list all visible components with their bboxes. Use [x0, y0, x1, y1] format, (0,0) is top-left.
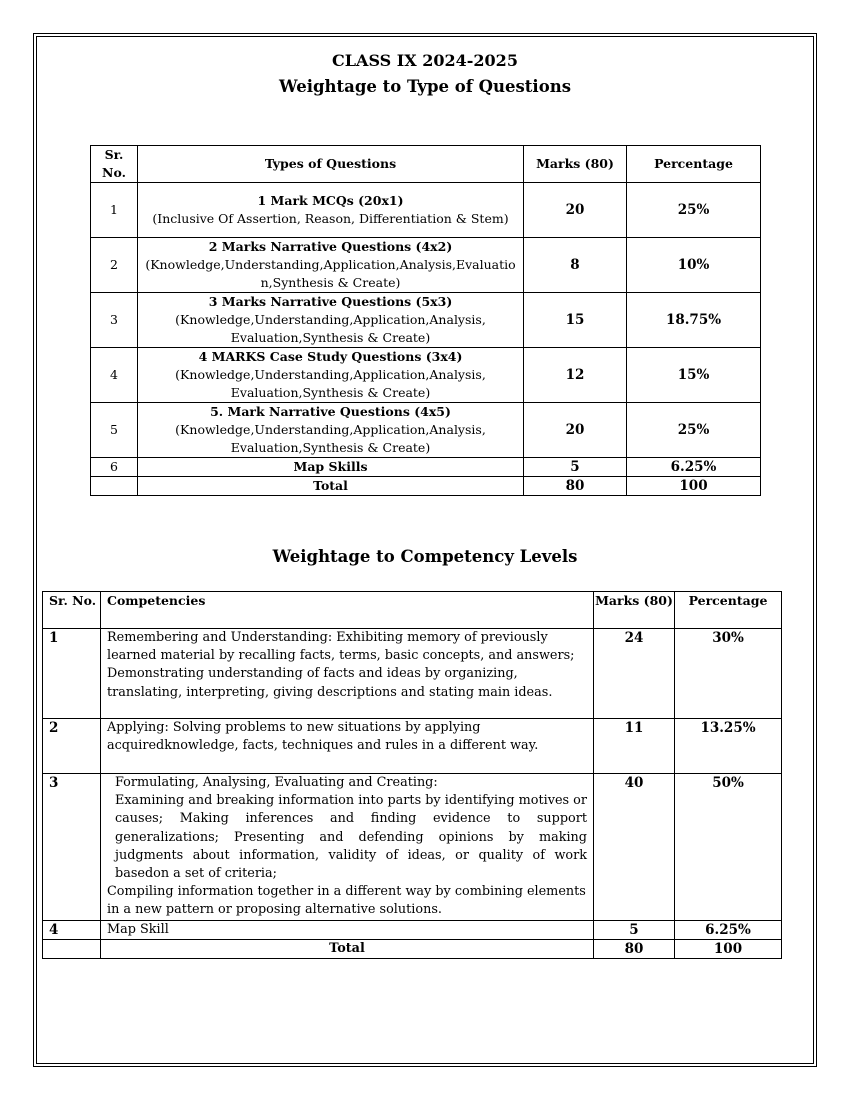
row-question-type	[138, 238, 524, 293]
row-sr: 3	[91, 293, 138, 348]
row-sr: 1	[91, 183, 138, 238]
row-marks: 20	[524, 183, 627, 238]
competency-heading: Weightage to Competency Levels	[272, 547, 578, 566]
total-percentage: 100	[675, 939, 782, 958]
row-question-type	[138, 348, 524, 403]
question-type-title: 1 Mark MCQs (20x1)	[257, 193, 404, 208]
row-question-type	[138, 293, 524, 348]
total-row	[43, 939, 782, 958]
row-marks: 8	[524, 238, 627, 293]
total-sr-empty	[43, 939, 101, 958]
total-percentage: 100	[627, 477, 761, 496]
row-sr: 2	[43, 719, 101, 774]
class-title: CLASS IX 2024-2025	[332, 51, 518, 70]
question-type-title: 5. Mark Narrative Questions (4x5)	[210, 404, 451, 419]
row-marks: 11	[594, 719, 675, 774]
row-percentage: 25%	[627, 183, 761, 238]
row-competency: Map Skill	[101, 920, 594, 939]
row-sr: 3	[43, 774, 101, 921]
question-type-title: 3 Marks Narrative Questions (5x3)	[208, 294, 453, 309]
total-marks: 80	[594, 939, 675, 958]
table-row	[91, 458, 761, 477]
column-header-sr-no: Sr. No.	[91, 146, 138, 183]
competency-body-text: Examining and breaking information into parts by identifying motives or causes; Making inferences and finding evidence to support generalizations; Presenting and defending opinions by making judgments about information, validity of ideas, or quality of work basedon a set of criteria;	[115, 793, 587, 882]
question-type-desc: (Knowledge,Understanding,Application,Analysis,Evaluation,Synthesis & Create)	[145, 257, 516, 290]
row-competency	[101, 774, 594, 921]
row-sr: 4	[91, 348, 138, 403]
total-label: Total	[138, 477, 524, 496]
row-sr: 6	[91, 458, 138, 477]
row-marks: 40	[594, 774, 675, 921]
row-sr: 2	[91, 238, 138, 293]
row-question-type	[138, 183, 524, 238]
column-header-sr-no: Sr. No.	[43, 592, 101, 629]
row-competency: Applying: Solving problems to new situations by applying acquiredknowledge, facts, techniques and rules in a different way.	[101, 719, 594, 774]
total-label: Total	[101, 939, 594, 958]
question-type-title: 2 Marks Narrative Questions (4x2)	[208, 239, 453, 254]
row-marks: 5	[524, 458, 627, 477]
row-percentage: 50%	[675, 774, 782, 921]
table-row	[43, 774, 782, 921]
total-marks: 80	[524, 477, 627, 496]
row-percentage: 15%	[627, 348, 761, 403]
column-header-marks: Marks (80)	[594, 592, 675, 629]
total-row	[91, 477, 761, 496]
table-row	[91, 293, 761, 348]
question-type-desc: (Inclusive Of Assertion, Reason, Differentiation & Stem)	[152, 211, 509, 226]
question-types-heading: Weightage to Type of Questions	[279, 77, 571, 96]
row-percentage: 18.75%	[627, 293, 761, 348]
question-type-title: 4 MARKS Case Study Questions (3x4)	[198, 349, 463, 364]
competency-tail-text: Compiling information together in a different way by combining elements in a new pattern or proposing alternative solutions.	[107, 884, 586, 918]
table-row	[91, 183, 761, 238]
row-question-type: Map Skills	[138, 458, 524, 477]
row-competency: Remembering and Understanding: Exhibiting memory of previously learned material by recalling facts, terms, basic concepts, and answers; Demonstrating understanding of facts and ideas by organizing, translating, interpreting, giving descriptions and stating main ideas.	[101, 629, 594, 719]
column-header-types: Types of Questions	[138, 146, 524, 183]
table-row	[91, 238, 761, 293]
row-percentage: 10%	[627, 238, 761, 293]
table-row	[43, 719, 782, 774]
column-header-marks: Marks (80)	[524, 146, 627, 183]
table-row	[43, 920, 782, 939]
row-marks: 20	[524, 403, 627, 458]
row-sr: 5	[91, 403, 138, 458]
row-sr: 4	[43, 920, 101, 939]
row-percentage: 25%	[627, 403, 761, 458]
question-type-desc: (Knowledge,Understanding,Application,Analysis, Evaluation,Synthesis & Create)	[175, 422, 486, 455]
question-types-table	[90, 145, 761, 496]
table-header-row	[43, 592, 782, 629]
row-marks: 24	[594, 629, 675, 719]
question-type-desc: (Knowledge,Understanding,Application,Analysis, Evaluation,Synthesis & Create)	[175, 312, 486, 345]
row-marks: 12	[524, 348, 627, 403]
row-sr: 1	[43, 629, 101, 719]
row-marks: 15	[524, 293, 627, 348]
table-row	[91, 403, 761, 458]
table-row	[91, 348, 761, 403]
row-marks: 5	[594, 920, 675, 939]
row-percentage: 30%	[675, 629, 782, 719]
table-header-row	[91, 146, 761, 183]
row-percentage: 6.25%	[675, 920, 782, 939]
column-header-competencies: Competencies	[101, 592, 594, 629]
competency-table	[42, 591, 782, 959]
column-header-percentage: Percentage	[675, 592, 782, 629]
column-header-percentage: Percentage	[627, 146, 761, 183]
table-row	[43, 629, 782, 719]
row-percentage: 6.25%	[627, 458, 761, 477]
row-question-type	[138, 403, 524, 458]
row-percentage: 13.25%	[675, 719, 782, 774]
question-type-desc: (Knowledge,Understanding,Application,Analysis, Evaluation,Synthesis & Create)	[175, 367, 486, 400]
total-sr-empty	[91, 477, 138, 496]
competency-heading-text: Formulating, Analysing, Evaluating and Creating:	[115, 775, 438, 790]
